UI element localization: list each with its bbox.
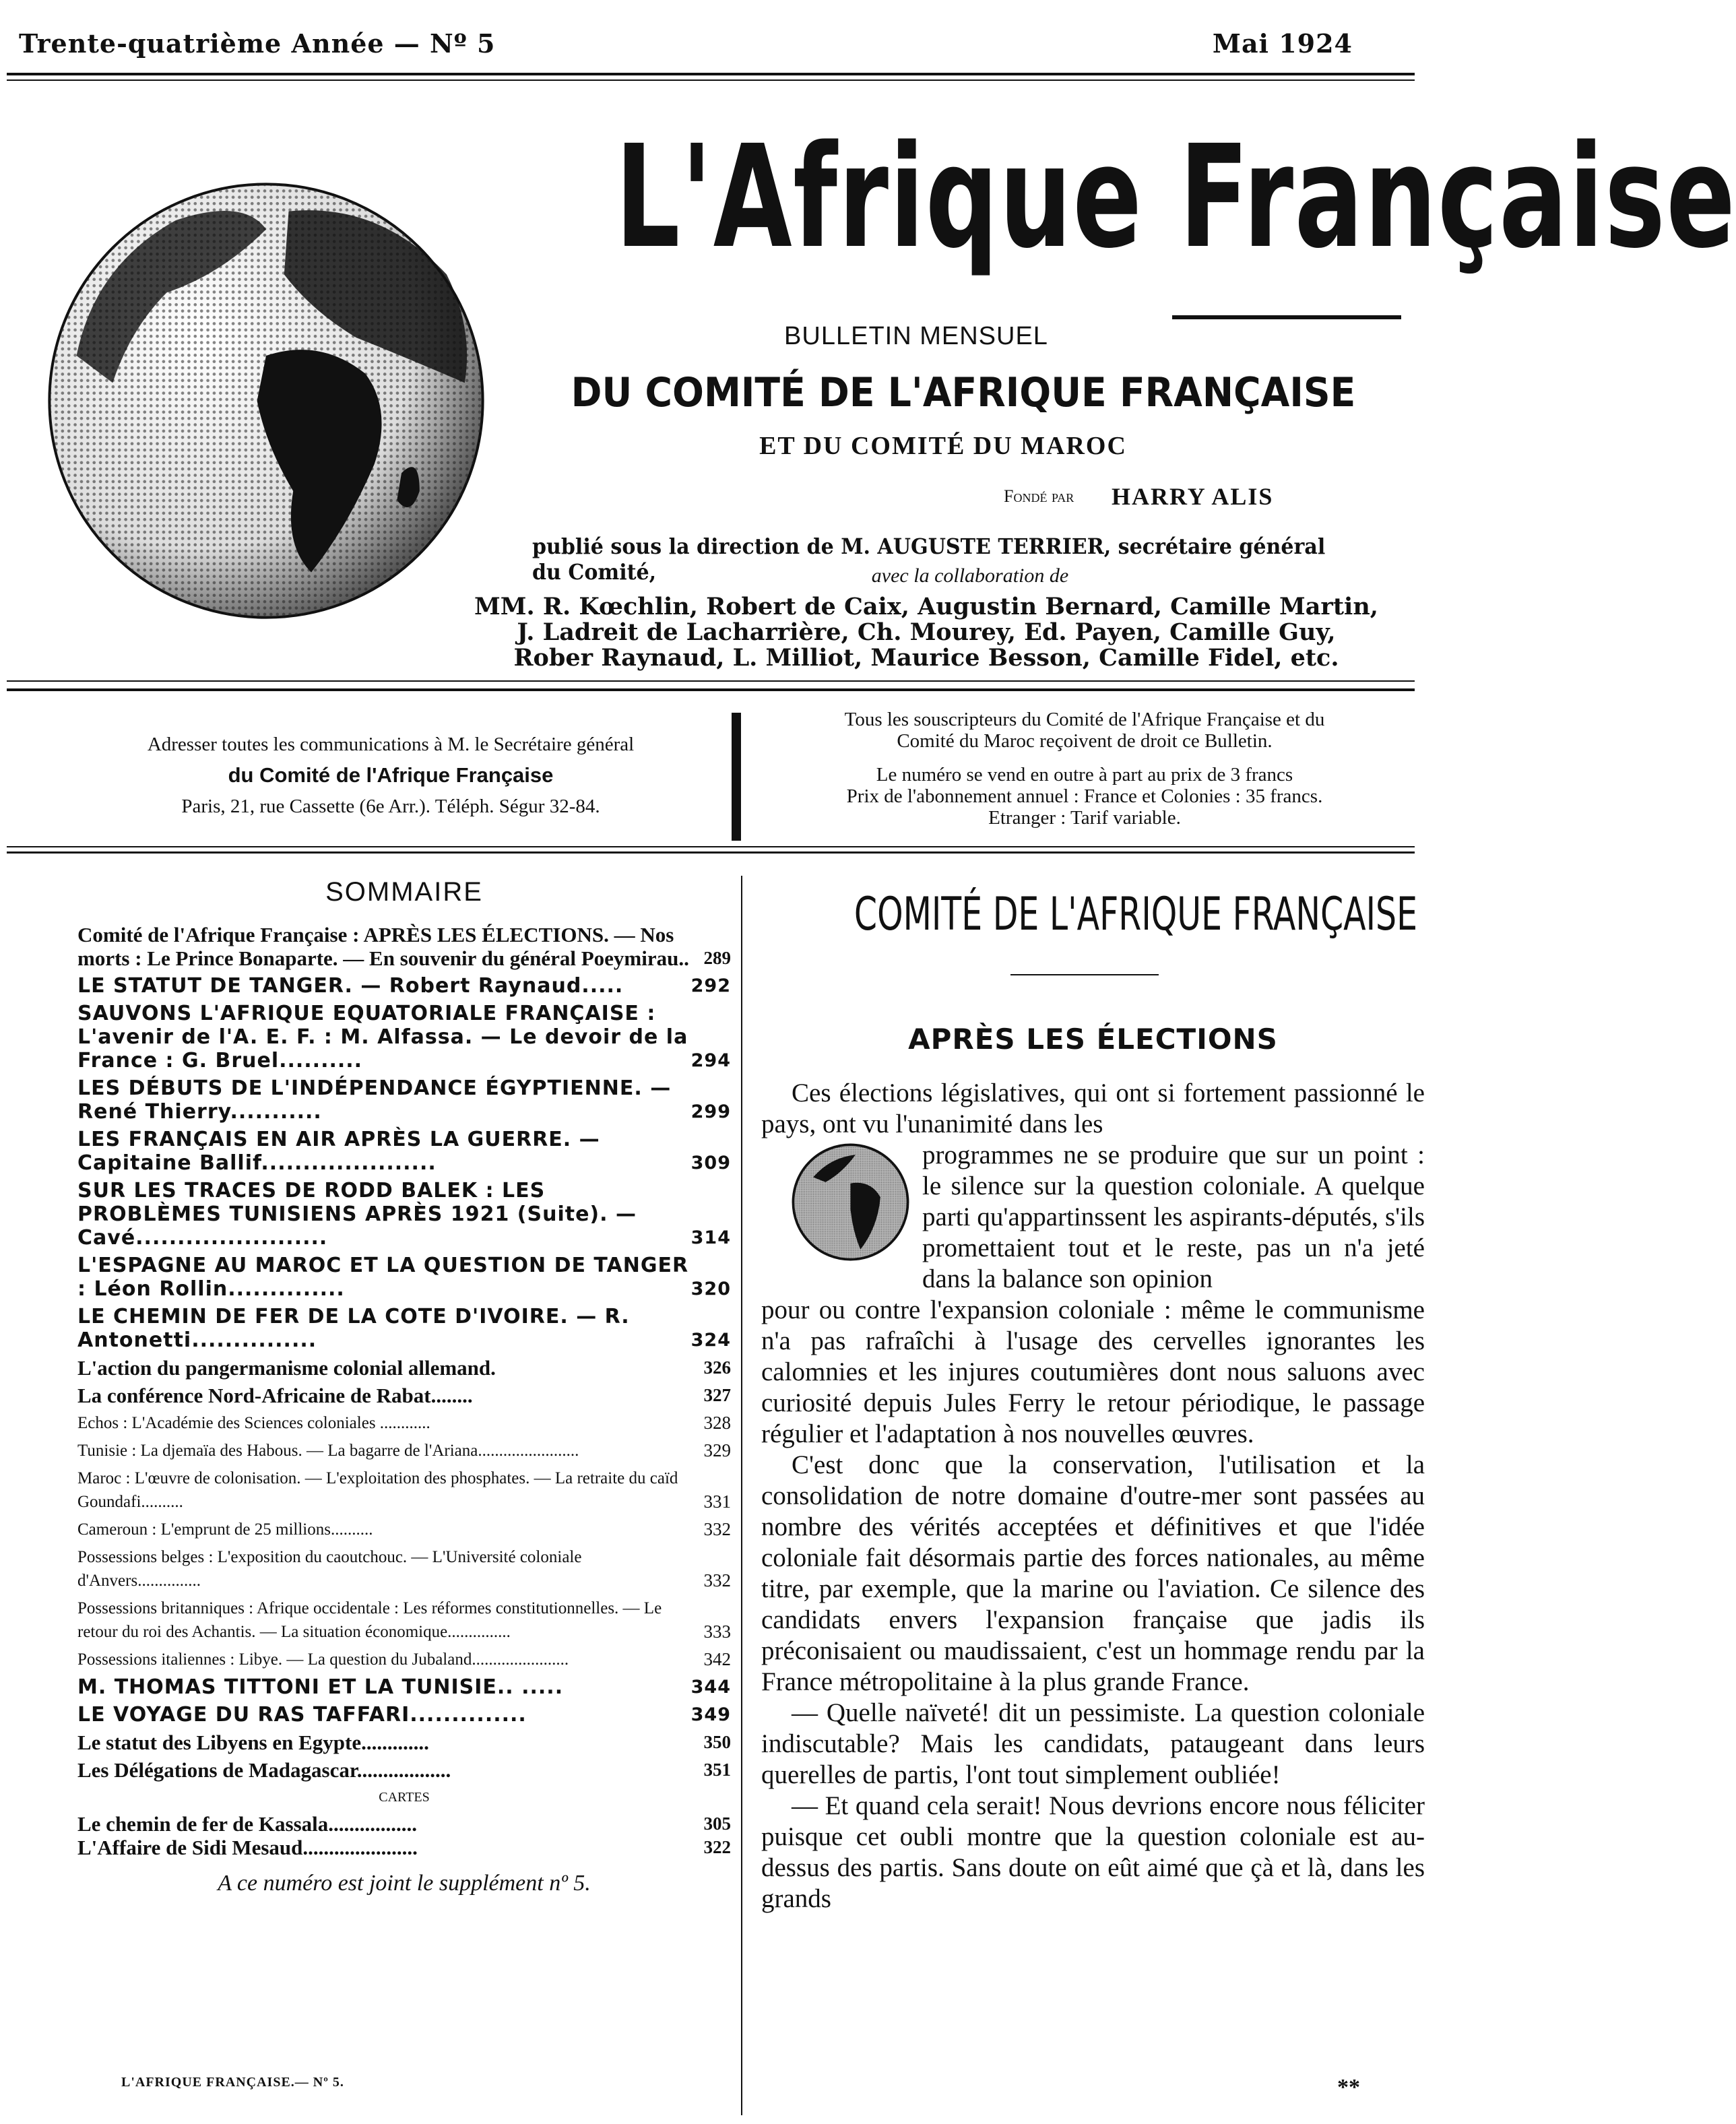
toc-entry-text: Comité de l'Afrique Française : APRÈS LES ÉLECTIONS. — Nos morts : Le Prince Bonaparte. — En souvenir du général Poeymirau.. bbox=[77, 923, 689, 970]
toc-entry-text: Cameroun : L'emprunt de 25 millions.......... bbox=[77, 1520, 373, 1539]
info-rule-thick bbox=[7, 851, 1415, 854]
toc-entry-text: SAUVONS L'AFRIQUE EQUATORIALE FRANÇAISE : L'avenir de l'A. E. F. : M. Alfassa. — Le devoir de la France : G. Bruel.......... bbox=[77, 1002, 688, 1072]
toc-page: 299 bbox=[690, 1101, 731, 1122]
toc-page: 326 bbox=[703, 1357, 731, 1378]
small-globe-icon bbox=[788, 1140, 913, 1264]
info-divider bbox=[732, 713, 741, 841]
toc-page: 332 bbox=[703, 1570, 731, 1590]
toc-entry-text: Le chemin de fer de Kassala................. bbox=[77, 1812, 418, 1836]
info-right-line: Prix de l'abonnement annuel : France et Colonies : 35 francs. bbox=[846, 785, 1323, 807]
signature-mark: ** bbox=[1337, 2075, 1360, 2100]
toc-page: 294 bbox=[690, 1050, 731, 1071]
toc-entry[interactable] bbox=[77, 1675, 731, 1699]
toc-entry[interactable] bbox=[77, 1002, 731, 1072]
toc-entry[interactable] bbox=[77, 1384, 731, 1407]
article-body bbox=[761, 1078, 1425, 1914]
info-right-line: Comité du Maroc reçoivent de droit ce Bulletin. bbox=[897, 730, 1273, 752]
globe-illustration-icon bbox=[40, 175, 492, 626]
toc-entry[interactable] bbox=[77, 1467, 731, 1514]
toc-page: 324 bbox=[690, 1330, 731, 1351]
masthead-title: L'Afrique Française bbox=[615, 115, 1736, 280]
issue-date: Mai 1924 bbox=[1212, 28, 1353, 59]
toc-page: 333 bbox=[703, 1621, 731, 1642]
toc-page: 331 bbox=[703, 1491, 731, 1512]
toc-entry-text: L'Affaire de Sidi Mesaud...................... bbox=[77, 1836, 418, 1859]
toc-page: 342 bbox=[703, 1649, 731, 1669]
toc-entry[interactable] bbox=[77, 1597, 731, 1644]
info-right bbox=[754, 709, 1415, 829]
toc-entry[interactable] bbox=[77, 1836, 731, 1859]
article-paragraph: Ces élections législatives, qui ont si fortement passionné le pays, ont vu l'unanimité dans les bbox=[761, 1079, 1425, 1138]
toc-page: 329 bbox=[703, 1440, 731, 1460]
toc-entry-text: LES DÉBUTS DE L'INDÉPENDANCE ÉGYPTIENNE. — René Thierry........... bbox=[77, 1076, 672, 1124]
supplement-note: A ce numéro est joint le supplément nº 5. bbox=[218, 1871, 591, 1896]
toc-page: 349 bbox=[690, 1704, 731, 1725]
masthead-ornament bbox=[1172, 315, 1401, 319]
toc-entry[interactable] bbox=[77, 974, 731, 998]
toc-page: 350 bbox=[703, 1732, 731, 1752]
committee-title: DU COMITÉ DE L'AFRIQUE FRANÇAISE bbox=[571, 369, 1356, 416]
article-title: APRÈS LES ÉLECTIONS bbox=[908, 1023, 1278, 1056]
toc-entry[interactable] bbox=[77, 1545, 731, 1592]
toc-entry-text: Tunisie : La djemaïa des Habous. — La bagarre de l'Ariana........................ bbox=[77, 1442, 579, 1460]
bulletin-label: BULLETIN MENSUEL bbox=[784, 322, 1048, 350]
toc-page: 314 bbox=[690, 1227, 731, 1248]
toc-page: 332 bbox=[703, 1519, 731, 1539]
info-right-line: Tous les souscripteurs du Comité de l'Afrique Française et du bbox=[844, 709, 1325, 730]
toc-entry[interactable] bbox=[77, 1305, 731, 1352]
toc-page: 328 bbox=[703, 1413, 731, 1433]
maroc-subtitle: ET DU COMITÉ DU MAROC bbox=[759, 432, 1127, 460]
collaborators-line: MM. R. Kœchlin, Robert de Caix, Augustin Bernard, Camille Martin, bbox=[474, 593, 1378, 620]
toc-entry[interactable] bbox=[77, 1703, 731, 1727]
article-paragraph: — Et quand cela serait! Nous devrions encore nous féliciter puisque cet oubli montre que la question coloniale est au-dessus des partis. Sans doute on eût aimé que çà et là, dans les grands bbox=[761, 1791, 1425, 1913]
masthead-rule bbox=[7, 680, 1415, 682]
toc-entry-text: SUR LES TRACES DE RODD BALEK : LES PROBLÈMES TUNISIENS APRÈS 1921 (Suite). — Cavé....................... bbox=[77, 1179, 637, 1250]
sommaire-list bbox=[77, 923, 731, 1895]
page-footer: L'AFRIQUE FRANÇAISE.— Nº 5. bbox=[121, 2075, 344, 2090]
toc-entry[interactable] bbox=[77, 1128, 731, 1175]
toc-entry[interactable] bbox=[77, 1439, 731, 1462]
founded-label: Fondé par bbox=[1004, 486, 1074, 506]
toc-entry[interactable] bbox=[77, 1411, 731, 1435]
toc-entry-text: Echos : L'Académie des Sciences coloniales ............ bbox=[77, 1414, 430, 1432]
toc-page: 305 bbox=[703, 1813, 731, 1834]
collaborators-line: J. Ladreit de Lacharrière, Ch. Mourey, Ed. Payen, Camille Guy, bbox=[517, 618, 1336, 646]
toc-entry-text: M. THOMAS TITTONI ET LA TUNISIE.. ..... bbox=[77, 1675, 564, 1699]
toc-entry-text: LE CHEMIN DE FER DE LA COTE D'IVOIRE. — R. Antonetti............... bbox=[77, 1305, 630, 1352]
toc-page: 351 bbox=[703, 1760, 731, 1780]
toc-page: 327 bbox=[703, 1385, 731, 1405]
toc-entry-text: LE VOYAGE DU RAS TAFFARI.............. bbox=[77, 1703, 527, 1727]
toc-entry[interactable] bbox=[77, 1356, 731, 1380]
cartes-label: CARTES bbox=[379, 1790, 430, 1805]
toc-page: 344 bbox=[690, 1677, 731, 1698]
toc-entry-text: Possessions britanniques : Afrique occidentale : Les réformes constitutionnelles. — Le retour du roi des Achantis. — La situation économique............... bbox=[77, 1599, 662, 1641]
toc-entry[interactable] bbox=[77, 1758, 731, 1782]
toc-entry-text: Les Délégations de Madagascar.................. bbox=[77, 1758, 451, 1782]
toc-entry[interactable] bbox=[77, 1254, 731, 1301]
info-left-line: Paris, 21, rue Cassette (6e Arr.). Téléph. Ségur 32-84. bbox=[181, 796, 600, 817]
toc-page: 322 bbox=[703, 1837, 731, 1857]
info-right-line: Le numéro se vend en outre à part au prix de 3 francs bbox=[876, 764, 1293, 785]
toc-entry[interactable] bbox=[77, 1076, 731, 1124]
toc-entry[interactable] bbox=[77, 1812, 731, 1836]
toc-entry[interactable] bbox=[77, 1518, 731, 1541]
article-paragraph: — Quelle naïveté! dit un pessimiste. La question coloniale indiscutable? Mais les candidats, pataugeant dans leurs querelles de partis, l'ont tout simplement oubliée! bbox=[761, 1698, 1425, 1789]
info-rule bbox=[7, 846, 1415, 847]
sommaire-title: SOMMAIRE bbox=[325, 877, 483, 907]
issue-number: Trente-quatrième Année — Nº 5 bbox=[19, 28, 496, 59]
toc-entry-text: LE STATUT DE TANGER. — Robert Raynaud..... bbox=[77, 974, 624, 998]
toc-entry-text: Possessions italiennes : Libye. — La question du Jubaland....................... bbox=[77, 1650, 569, 1669]
founder-name: HARRY ALIS bbox=[1112, 483, 1274, 510]
collaborators-line: Rober Raynaud, L. Milliot, Maurice Besson, Camille Fidel, etc. bbox=[513, 644, 1339, 672]
toc-page: 320 bbox=[690, 1279, 731, 1299]
article-paragraph-wrap: programmes ne se produire que sur un point : le silence sur la question coloniale. A quelque parti qu'appartinssent les aspirants-députés, s'ils promettaient tout et le reste, pas un n'a jeté dans la balance son opinion bbox=[922, 1140, 1425, 1293]
header-rule bbox=[7, 73, 1415, 75]
toc-entry[interactable] bbox=[77, 1648, 731, 1671]
toc-entry-text: Possessions belges : L'exposition du caoutchouc. — L'Université coloniale d'Anvers............... bbox=[77, 1548, 582, 1590]
masthead-rule-thick bbox=[7, 688, 1415, 691]
direction-line: publié sous la direction de M. AUGUSTE TERRIER, secrétaire général du Comité, bbox=[532, 534, 1326, 585]
toc-entry-text: La conférence Nord-Africaine de Rabat........ bbox=[77, 1384, 473, 1407]
toc-entry-text: Le statut des Libyens en Egypte............. bbox=[77, 1731, 429, 1754]
toc-entry-text: L'action du pangermanisme colonial allemand. bbox=[77, 1356, 496, 1380]
toc-entry-text: Maroc : L'œuvre de colonisation. — L'exploitation des phosphates. — La retraite du caïd Goundafi.......... bbox=[77, 1469, 678, 1511]
toc-page: 289 bbox=[703, 948, 731, 968]
column-divider bbox=[741, 876, 742, 2115]
header-rule-thin bbox=[7, 79, 1415, 81]
collab-label: avec la collaboration de bbox=[871, 565, 1069, 587]
info-left-line: Adresser toutes les communications à M. le Secrétaire général bbox=[147, 734, 635, 755]
section-rule bbox=[1010, 974, 1159, 975]
section-title: COMITÉ DE L'AFRIQUE FRANÇAISE bbox=[854, 888, 1418, 941]
toc-page: 292 bbox=[690, 975, 731, 996]
article-paragraph: pour ou contre l'expansion coloniale : même le communisme n'a pas rafraîchi à l'usage des cervelles ignorantes les calomnies et les injures coutumières dont nous saluons avec curiosité depuis Jules Ferry le retour périodique, le passage régulier et l'adaptation à nos nouvelles œuvres. bbox=[761, 1295, 1425, 1448]
toc-entry-text: L'ESPAGNE AU MAROC ET LA QUESTION DE TANGER : Léon Rollin.............. bbox=[77, 1254, 689, 1301]
toc-entry[interactable] bbox=[77, 923, 731, 970]
toc-entry-text: LES FRANÇAIS EN AIR APRÈS LA GUERRE. — Capitaine Ballif..................... bbox=[77, 1128, 600, 1175]
info-left bbox=[67, 729, 714, 822]
toc-page: 309 bbox=[690, 1153, 731, 1173]
info-right-line: Etranger : Tarif variable. bbox=[988, 807, 1181, 829]
toc-entry[interactable] bbox=[77, 1179, 731, 1250]
collaborators-block bbox=[445, 594, 1408, 671]
article-paragraph: C'est donc que la conservation, l'utilisation et la consolidation de notre domaine d'outre-mer sont passées au nombre des vérités acceptées et définitives et que l'idée coloniale fait désormais partie des forces nationales, au même titre, par exemple, que la marine ou l'aviation. Ce silence des candidats envers l'expansion française que jadis ils préconisaient ou maudissaient, c'est un hommage rendu par la France métropolitaine à la plus grande France. bbox=[761, 1450, 1425, 1696]
info-left-line: du Comité de l'Afrique Française bbox=[228, 763, 554, 787]
toc-entry[interactable] bbox=[77, 1731, 731, 1754]
